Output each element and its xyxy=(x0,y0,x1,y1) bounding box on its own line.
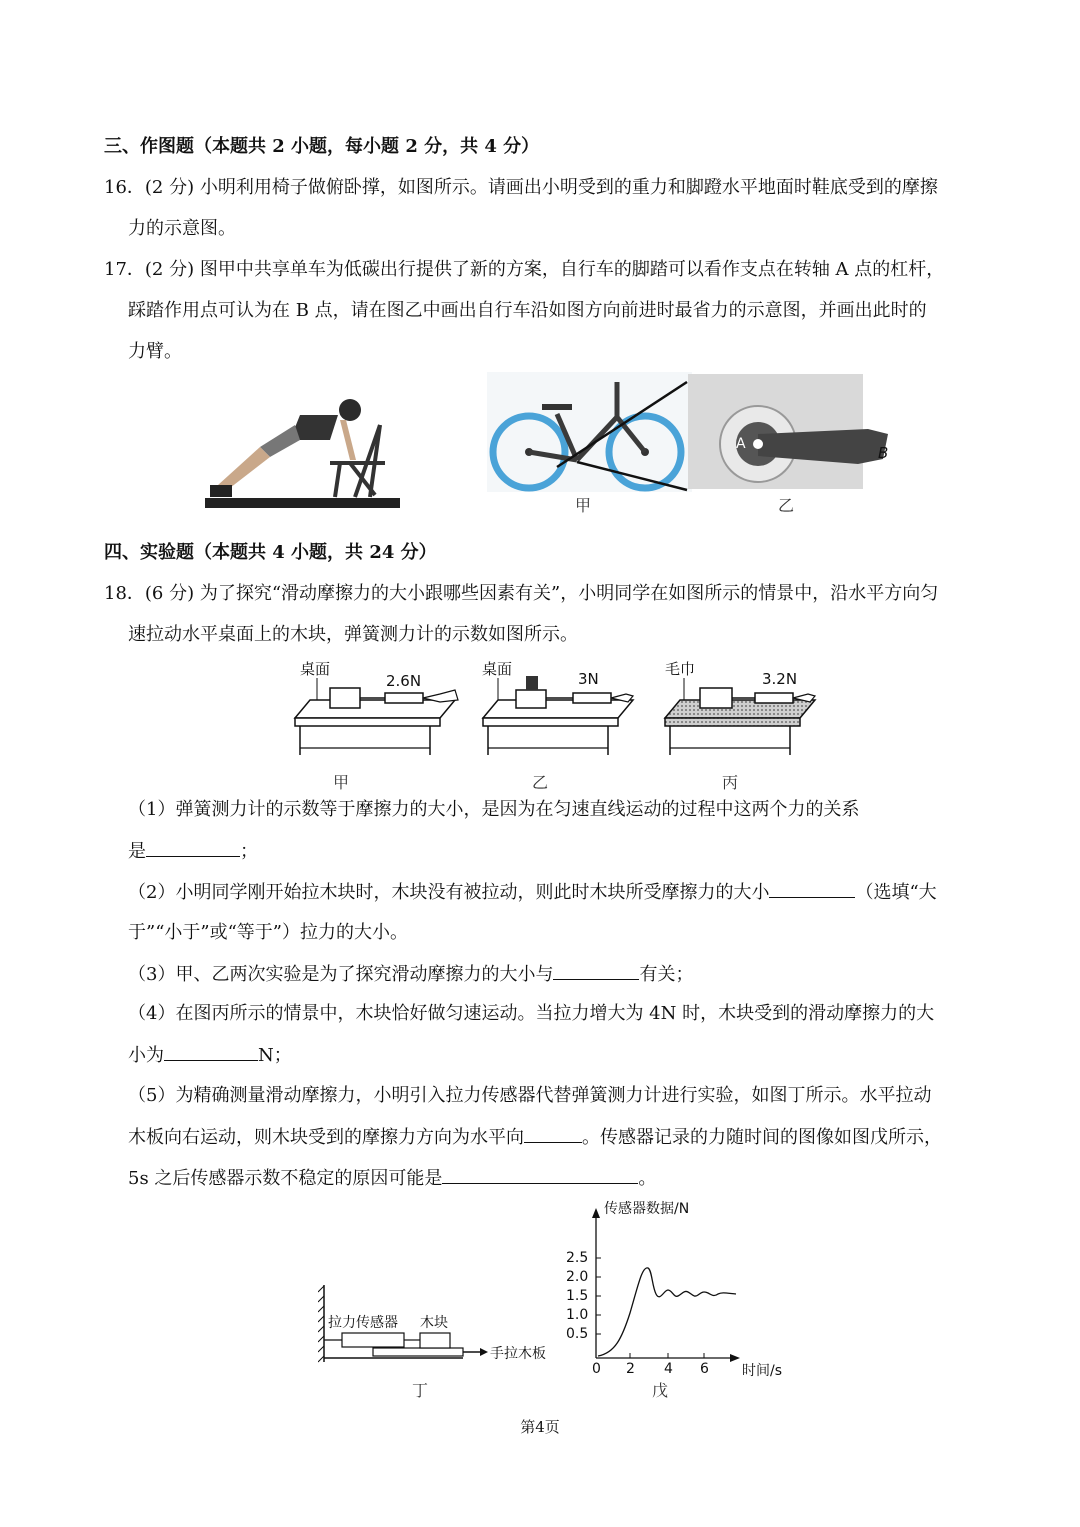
page-number: 第4页 xyxy=(520,1418,560,1436)
bike-caption: 甲 xyxy=(575,496,592,515)
question-17-line-1: 17．(2 分) 图甲中共享单车为低碳出行提供了新的方案，自行车的脚踏可以看作支点在转轴 A 点的杠杆， xyxy=(104,259,945,280)
block-label: 木块 xyxy=(420,1315,448,1331)
sensor-label: 拉力传感器 xyxy=(328,1315,398,1331)
q18-part-5-line-2 xyxy=(128,1124,942,1151)
q18-part-2-blank[interactable] xyxy=(769,879,855,898)
friction-figure-jia xyxy=(290,660,460,760)
q18-part-5-end: 。 xyxy=(638,1168,657,1189)
yi-surface-label: 桌面 xyxy=(482,660,513,678)
q18-part-2-option: （选填“大 xyxy=(855,882,937,903)
friction-figure-yi xyxy=(478,660,638,760)
section-3-heading: 三、作图题（本题共 2 小题，每小题 2 分，共 4 分） xyxy=(104,136,540,157)
q18-part-3-suffix: 有关； xyxy=(639,964,694,985)
pedal-caption: 乙 xyxy=(778,496,795,515)
q18-part-1-line-1: （1）弹簧测力计的示数等于摩擦力的大小，是因为在匀速直线运动的过程中这两个力的关系 xyxy=(128,799,860,820)
question-18-intro-line-1: 18．(6 分) 为了探究“滑动摩擦力的大小跟哪些因素有关”，小明同学在如图所示的情景中，沿水平方向匀 xyxy=(104,583,939,604)
q18-part-4-line-2 xyxy=(128,1042,292,1069)
q18-part-5-text: 木板向右运动，则木块受到的摩擦力方向为水平向 xyxy=(128,1127,524,1148)
q18-part-5-blank-direction[interactable] xyxy=(524,1124,582,1143)
ding-caption: 丁 xyxy=(412,1381,429,1400)
q18-part-5-blank-reason[interactable] xyxy=(442,1165,638,1184)
q18-part-3-blank[interactable] xyxy=(553,961,639,980)
graph-ytick-2: 2.0 xyxy=(566,1269,589,1285)
pedal-label-a: A xyxy=(736,436,746,452)
q18-part-1-suffix: ； xyxy=(240,841,258,862)
q18-part-2-text: （2）小明同学刚开始拉木块时，木块没有被拉动，则此时木块所受摩擦力的大小 xyxy=(128,882,770,903)
q18-part-4-suffix: N； xyxy=(258,1045,292,1066)
question-17-line-3: 力臂。 xyxy=(128,341,182,362)
pedal-figure xyxy=(688,374,903,489)
q18-part-5-text-2: 。传感器记录的力随时间的图像如图戊所示， xyxy=(582,1127,942,1148)
q18-part-1-prefix: 是 xyxy=(128,841,146,862)
graph-xtick-0: 0 xyxy=(592,1361,601,1377)
graph-ytick-4: 1.0 xyxy=(566,1307,589,1323)
graph-curve xyxy=(598,1268,736,1356)
pedal-label-b: B xyxy=(878,444,889,462)
wu-caption: 戊 xyxy=(652,1381,669,1400)
graph-ytick-3: 1.5 xyxy=(566,1288,589,1304)
q18-part-4-line-1: （4）在图丙所示的情景中，木块恰好做匀速运动。当拉力增大为 4N 时，木块受到的滑动摩擦力的大 xyxy=(128,1003,935,1024)
q18-part-4-blank[interactable] xyxy=(164,1042,258,1061)
sensor-force-graph xyxy=(560,1198,800,1383)
bing-caption: 丙 xyxy=(722,773,739,792)
graph-ylabel: 传感器数据/N xyxy=(604,1201,690,1217)
graph-ytick-5: 0.5 xyxy=(566,1326,589,1342)
question-18-intro-line-2: 速拉动水平桌面上的木块，弹簧测力计的示数如图所示。 xyxy=(128,624,578,645)
q18-part-2-line-2: 于”“小于”或“等于”）拉力的大小。 xyxy=(128,922,409,943)
jia-caption: 甲 xyxy=(333,773,350,792)
bing-reading: 3.2N xyxy=(762,670,798,688)
q18-part-3-text: （3）甲、乙两次实验是为了探究滑动摩擦力的大小与 xyxy=(128,964,554,985)
yi-reading: 3N xyxy=(578,670,599,688)
question-17-line-2: 踩踏作用点可认为在 B 点，请在图乙中画出自行车沿如图方向前进时最省力的示意图，并画出此时的 xyxy=(128,300,927,321)
jia-reading: 2.6N xyxy=(386,672,422,690)
q18-part-5-line-1: （5）为精确测量滑动摩擦力，小明引入拉力传感器代替弹簧测力计进行实验，如图丁所示。水平拉动 xyxy=(128,1085,932,1106)
yi-caption: 乙 xyxy=(532,773,549,792)
section-4-heading: 四、实验题（本题共 4 小题，共 24 分） xyxy=(104,542,437,563)
q18-part-1-blank[interactable] xyxy=(146,838,240,857)
question-16-line-2: 力的示意图。 xyxy=(128,218,236,239)
question-16-line-1: 16．(2 分) 小明利用椅子做俯卧撑，如图所示。请画出小明受到的重力和脚蹬水平地面时鞋底受到的摩擦 xyxy=(104,177,938,198)
q18-part-2-line-1 xyxy=(128,879,937,906)
board-label: 手拉木板 xyxy=(490,1346,546,1362)
sensor-setup-figure xyxy=(318,1280,558,1365)
graph-xtick-4: 4 xyxy=(664,1361,673,1377)
q18-part-5-line-3 xyxy=(128,1165,656,1192)
graph-xtick-6: 6 xyxy=(700,1361,709,1377)
friction-figure-bing xyxy=(660,660,820,760)
q18-part-3 xyxy=(128,961,693,988)
q18-part-1-line-2 xyxy=(128,838,258,865)
bicycle-figure xyxy=(487,372,692,492)
pushup-figure xyxy=(200,385,410,515)
bing-surface-label: 毛巾 xyxy=(665,660,696,678)
graph-xlabel: 时间/s xyxy=(742,1363,783,1379)
graph-xtick-2: 2 xyxy=(626,1361,635,1377)
graph-ytick-1: 2.5 xyxy=(566,1250,589,1266)
q18-part-5-text-3: 5s 之后传感器示数不稳定的原因可能是 xyxy=(128,1168,443,1189)
jia-surface-label: 桌面 xyxy=(300,660,331,678)
q18-part-4-prefix: 小为 xyxy=(128,1045,164,1066)
